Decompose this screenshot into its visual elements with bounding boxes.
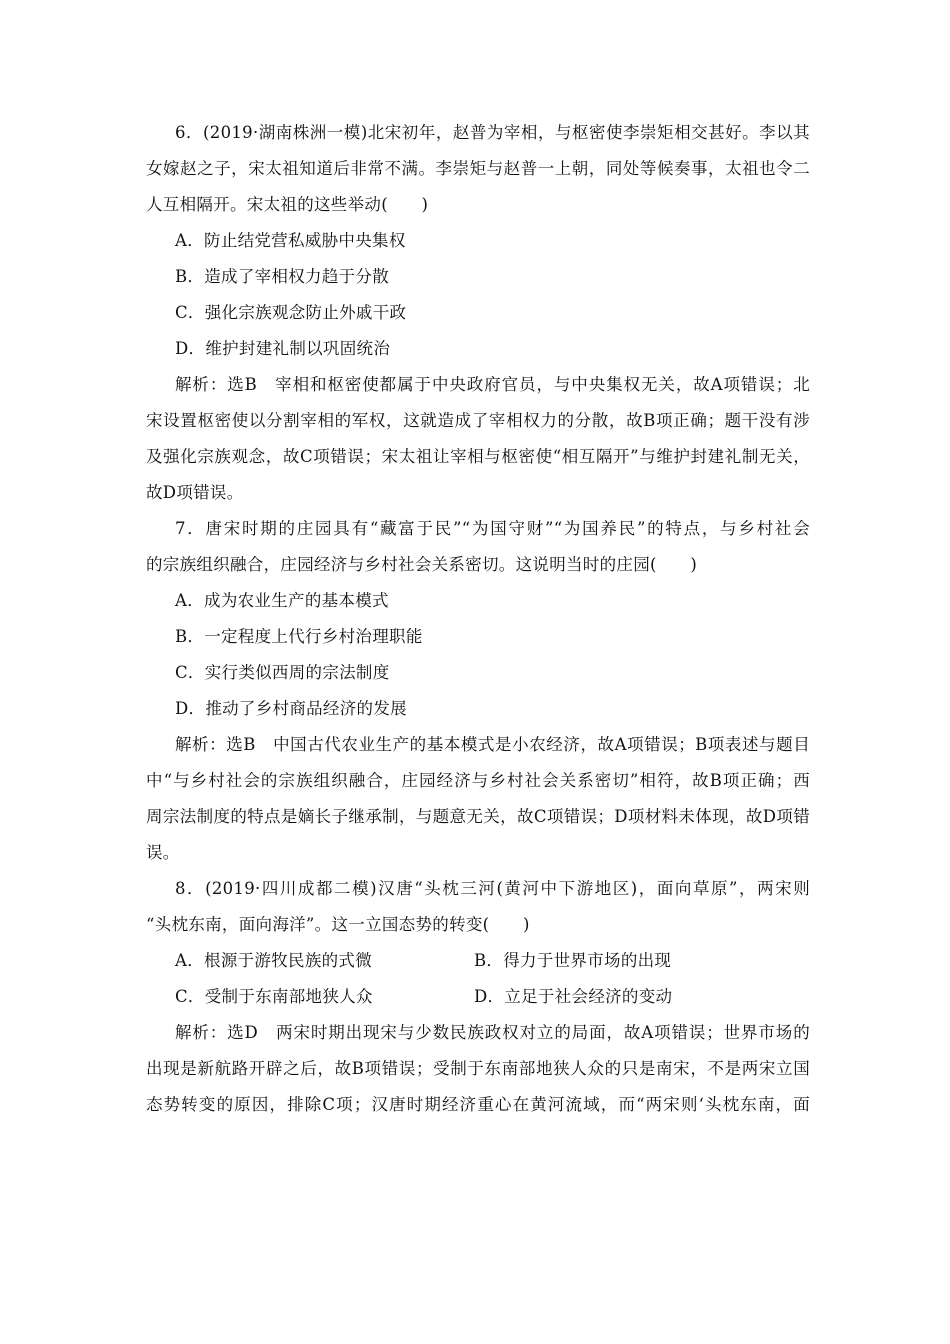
option-c: C．实行类似西周的宗法制度 (175, 663, 390, 682)
question-stem-line: 女嫁赵之子，宋太祖知道后非常不满。李崇矩与赵普一上朝，同处等候奏事，太祖也令二 (146, 159, 810, 178)
analysis-line: 态势转变的原因，排除C项；汉唐时期经济重心在黄河流域，而“两宋则‘头枕东南，面 (146, 1095, 810, 1114)
question-8 (146, 871, 810, 1123)
option-a: A．成为农业生产的基本模式 (175, 591, 389, 610)
analysis-line: 解析：选B 中国古代农业生产的基本模式是小农经济，故A项错误；B项表述与题目 (175, 735, 810, 754)
analysis-line: 误。 (146, 843, 180, 862)
question-stem-line: 7．唐宋时期的庄园具有“藏富于民”“为国守财”“为国养民”的特点，与乡村社会 (175, 519, 810, 538)
option-c: C．强化宗族观念防止外戚干政 (175, 303, 407, 322)
analysis-line: 故D项错误。 (146, 483, 244, 502)
question-stem-line: 8．(2019·四川成都二模)汉唐“头枕三河(黄河中下游地区)，面向草原”，两宋则 (175, 879, 810, 898)
question-6 (146, 115, 810, 511)
option-d: D．推动了乡村商品经济的发展 (175, 699, 407, 718)
analysis-line: 解析：选D 两宋时期出现宋与少数民族政权对立的局面，故A项错误；世界市场的 (175, 1023, 810, 1042)
option-d: D．立足于社会经济的变动 (474, 987, 673, 1006)
option-b: B．得力于世界市场的出现 (474, 951, 672, 970)
options-row (146, 979, 810, 1015)
option-a: A．防止结党营私威胁中央集权 (175, 231, 406, 250)
question-7 (146, 511, 810, 871)
page-content (146, 115, 810, 1123)
question-stem-line: “头枕东南，面向海洋”。这一立国态势的转变( ) (146, 915, 530, 934)
analysis-line: 中“与乡村社会的宗族组织融合，庄园经济与乡村社会关系密切”相符，故B项正确；西 (146, 771, 810, 790)
option-c: C．受制于东南部地狭人众 (175, 987, 373, 1006)
option-b: B．造成了宰相权力趋于分散 (175, 267, 390, 286)
question-stem-line: 人互相隔开。宋太祖的这些举动( ) (146, 195, 429, 214)
options-row (146, 943, 810, 979)
analysis-line: 出现是新航路开辟之后，故B项错误；受制于东南部地狭人众的只是南宋，不是两宋立国 (146, 1059, 810, 1078)
option-b: B．一定程度上代行乡村治理职能 (175, 627, 423, 646)
option-a: A．根源于游牧民族的式微 (175, 951, 373, 970)
analysis-line: 及强化宗族观念，故C项错误；宋太祖让宰相与枢密使“相互隔开”与维护封建礼制无关， (146, 447, 810, 466)
option-d: D．维护封建礼制以巩固统治 (175, 339, 391, 358)
analysis-line: 周宗法制度的特点是嫡长子继承制，与题意无关，故C项错误；D项材料未体现，故D项错 (146, 807, 810, 826)
analysis-line: 宋设置枢密使以分割宰相的军权，这就造成了宰相权力的分散，故B项正确；题干没有涉 (146, 411, 810, 430)
question-stem-line: 的宗族组织融合，庄园经济与乡村社会关系密切。这说明当时的庄园( ) (146, 555, 698, 574)
analysis-line: 解析：选B 宰相和枢密使都属于中央政府官员，与中央集权无关，故A项错误；北 (175, 375, 810, 394)
question-stem-line: 6．(2019·湖南株洲一模)北宋初年，赵普为宰相，与枢密使李崇矩相交甚好。李以其 (175, 123, 810, 142)
